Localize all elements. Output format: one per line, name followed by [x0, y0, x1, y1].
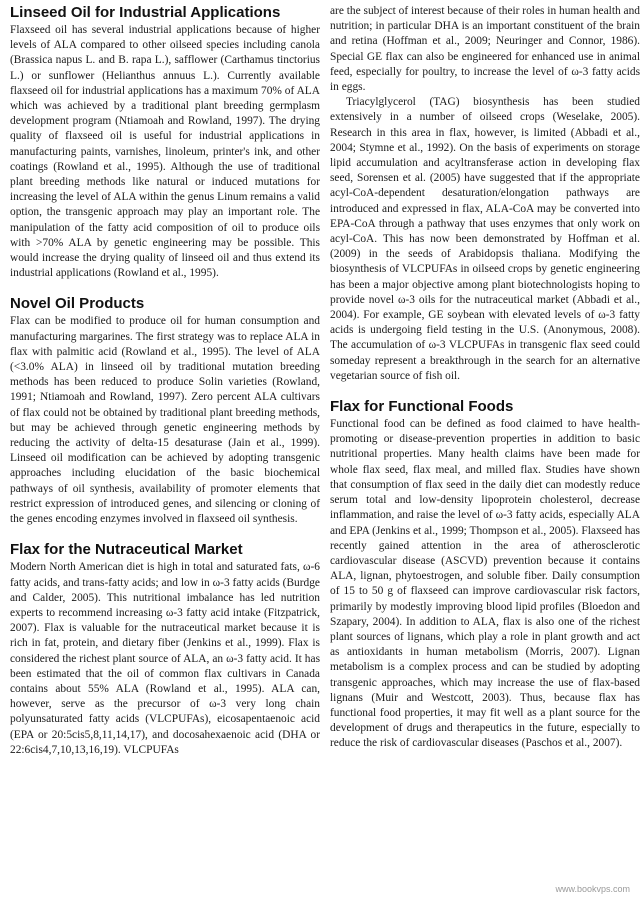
- paragraph: Triacylglycerol (TAG) biosynthesis has been studied extensively in a number of oilseed crops (Weselake, 2005). Research in this area in flax, however, is limited (Abbadi et al., 2004; Stymne et al., 1992). On the basis of experiments on storage lipid accumulation and acyltransferase action in developing flax seed, Sorensen et al. (2005) have suggested that if the appropriate acyl-CoA-dependent desaturation/elongation pathways are introduced and expressed in flax, ALA-CoA may be converted into EPA-CoA through a pathway that uses enzymes that only work on acyl-CoA. This has now been demonstrated by Hoffman et al. (2009) in the seeds of Arabidopsis thaliana. Modifying the biosynthesis of VLCPUFAs in oilseed crops by genetic engineering has been a major objective among plant biotechnologists hoping to provide novel ω-3 oils for the nutraceutical market (Abbadi et al., 2004). For example, GE soybean with elevated levels of ω-3 fatty acids is undergoing field testing in the U.S. (Anonymous, 2008). The accumulation of ω-3 VLCPUFAs in transgenic flax seed could someday represent a breakthrough in the search for an alternative vegetarian source of fish oil.: [330, 96, 640, 382]
- right-column: [330, 4, 640, 752]
- paragraph: Modern North American diet is high in total and saturated fats, ω-6 fatty acids, and trans-fatty acids; and low in ω-3 fatty acids (Burdge and Calder, 2005). This nutritional imbalance has led nutrition experts to recommend increasing ω-3 fatty acid intake (Fitzpatrick, 2007). Flax is valuable for the nutraceutical market because it is rich in fat, protein, and dietary fiber (Jenkins et al., 1999). Flax is considered the richest plant source of ALA, an ω-3 fatty acid. It has been estimated that the oil of common flax cultivars in Canada contains about 55% ALA (Rowland et al., 1995). ALA can, however, serve as the precursor of ω-3 very long chain polyunsaturated fatty acids (VLCPUFAs), eicosapentaenoic acid (EPA or 20:5cis5,8,11,14,17), and docosahexaenoic acid (DHA or 22:6cis4,7,10,13,16,19). VLCPUFAs: [10, 561, 320, 756]
- section-nutraceutical-market: [10, 541, 320, 758]
- watermark: www.bookvps.com: [555, 884, 630, 894]
- section-heading: Flax for Functional Foods: [330, 398, 514, 416]
- section-nutraceutical-market-continued: [330, 4, 640, 384]
- section-heading: Novel Oil Products: [10, 295, 145, 313]
- paragraph: are the subject of interest because of their roles in human health and nutrition; in particular DHA is an important constituent of the brain and retina (Hoffman et al., 2009; Neuringer and Connor, 1986). Special GE flax can also be engineered for enhanced use in animal feed, especially for poultry, to increase the level of ω-3 fatty acids in eggs.: [330, 5, 640, 94]
- section-heading: Flax for the Nutraceutical Market: [10, 541, 243, 559]
- section-novel-oil-products: [10, 295, 320, 527]
- paragraph: Flax can be modified to produce oil for human consumption and manufacturing margarines. The first strategy was to replace ALA in flax with palmitic acid (Rowland et al., 1995). The level of ALA (<3.0% ALA) in linseed oil by traditional mutation breeding methods has been reduced to produce Solin varieties (Rowland, 1991; Ntiamoah and Rowland, 1997). Zero percent ALA cultivars of flax could not be obtained by traditional plant breeding methods, but may be achieved through genetic engineering methods by reducing the activity of delta-15 desaturase (Jain et al., 1999). Linseed oil modification can be achieved by adopting transgenic approaches including elucidation of the basic biochemical pathways of oil synthesis, availability of promoter elements that restrict expression of introduced genes, and silencing or cloning of the genes encoding enzymes involved in flaxseed oil synthesis.: [10, 315, 320, 526]
- paragraph: Flaxseed oil has several industrial applications because of higher levels of ALA compared to other oilseed species including canola (Brassica napus L. and B. rapa L.), safflower (Carthamus tinctorius L.) or sunflower (Helianthus annuus L.). Currently available flaxseed oil for industrial applications has a maximum 70% of ALA which was achieved by a traditional plant breeding germplasm development program (Ntiamoah and Rowland, 1997). The drying quality of flaxseed oil is useful for industrial applications in manufacturing paints, varnishes, linoleum, printer's ink, and other coatings (Rowland et al., 1995). Although the use of traditional plant breeding methods like natural or induced mutations for increasing the level of ALA within the genus Linum remains a valid option, the transgenic approach may play an important role. The manipulation of the fatty acid composition of oil to produce oils with >70% ALA by genetic engineering may be possible. This would increase the drying quality of linseed oil and thus extend its industrial applications (Rowland et al., 1995).: [10, 24, 320, 280]
- section-linseed-oil-industrial: [10, 4, 320, 281]
- section-heading: Linseed Oil for Industrial Applications: [10, 4, 281, 21]
- left-column: [10, 4, 320, 758]
- section-functional-foods: [330, 398, 640, 751]
- paragraph: Functional food can be defined as food claimed to have health-promoting or disease-prevention properties in addition to basic nutritional properties. Many health claims have been made for whole flax seed, flax meal, and milled flax. Studies have shown that consumption of flax seed in the daily diet can modestly reduce serum total and low-density lipoprotein cholesterol, decrease inflammation, and raise the level of ω-3 fatty acids, especially ALA and EPA (Jenkins et al., 1999; Thompson et al., 2005). Flaxseed has recently gained attention in the area of atherosclerotic cardiovascular disease (ASCVD) prevention because it contains ALA, lignan, phytoestrogen, and soluble fiber. Daily consumption of 15 to 50 g of flaxseed can improve cardiovascular risk factors, primarily by modestly improving blood lipid profiles (Bloedon and Szapary, 2004). In addition to ALA, flax is also one of the richest plant sources of lignans, which play a role in plant growth and act as antioxidants in human metabolism (Morris, 2007). Lignan metabolism is a complex process and can be studied by adopting transgenic approaches, which may increase the use of flax-based lignans (Muir and Westcott, 2003). Thus, because flax has functional food properties, it may fit well as a plant source for the development of drugs and therapeutics in the future, especially to reduce the risk of cardiovascular diseases (Paschos et al., 2007).: [330, 418, 640, 750]
